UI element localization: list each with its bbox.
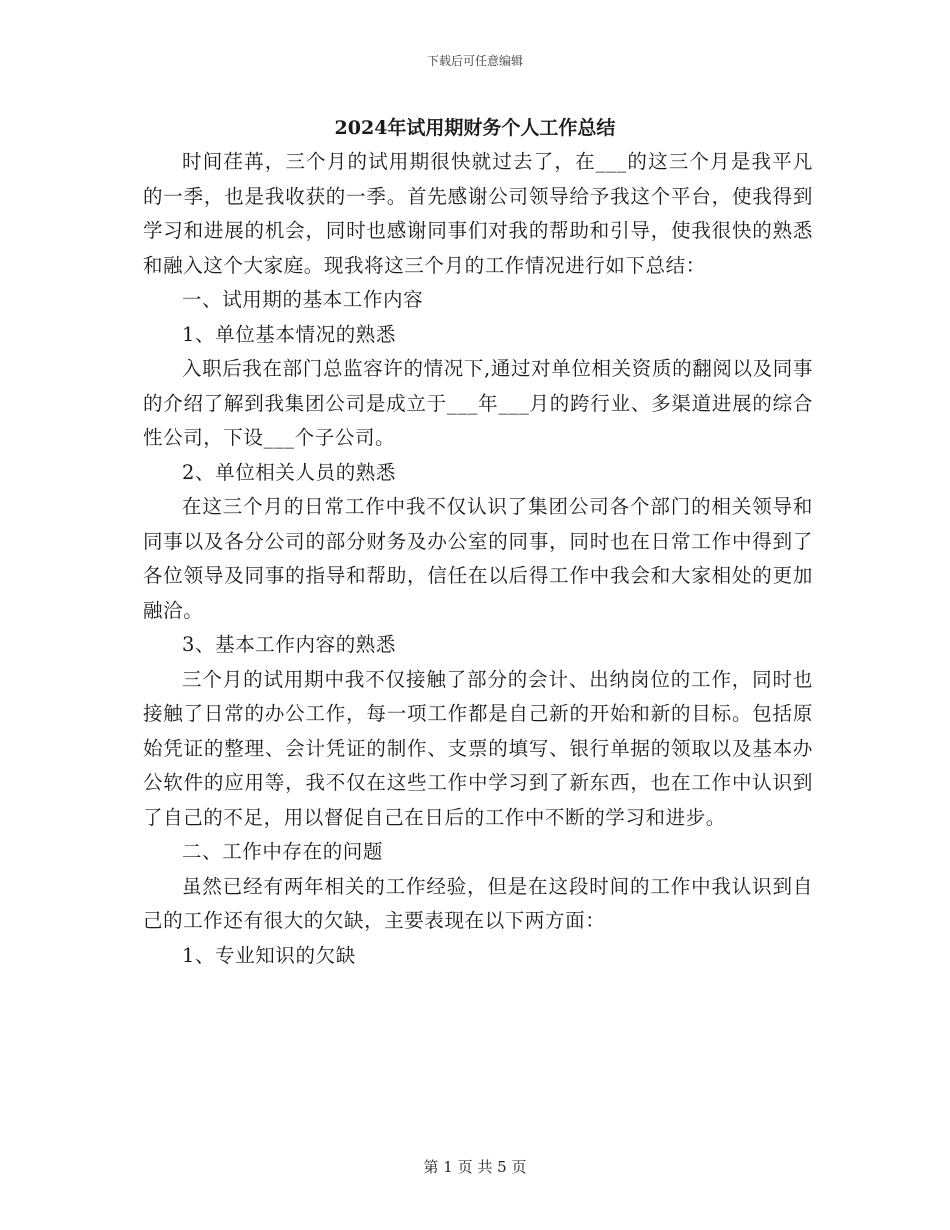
paragraph-2: 虽然已经有两年相关的工作经验，但是在这段时间的工作中我认识到自己的工作还有很大的欠缺，主要表现在以下两方面： <box>143 874 813 932</box>
subheading-1-1: 1、单位基本情况的熟悉 <box>182 322 397 346</box>
page-header-note: 下载后可任意编辑 <box>426 54 523 68</box>
document-title: 2024年试用期财务个人工作总结 <box>334 117 616 139</box>
paragraph-intro: 时间荏苒，三个月的试用期很快就过去了，在___的这三个月是我平凡的一季，也是我收获的一季。首先感谢公司领导给予我这个平台，使我得到学习和进展的机会，同时也感谢同事们对我的帮助和引导，使我很快的熟悉和融入这个大家庭。现我将这三个月的工作情况进行如下总结： <box>143 150 813 277</box>
subheading-1-2: 2、单位相关人员的熟悉 <box>182 460 397 484</box>
paragraph-1-3: 三个月的试用期中我不仅接触了部分的会计、出纳岗位的工作，同时也接触了日常的办公工作，每一项工作都是自己新的开始和新的目标。包括原始凭证的整理、会计凭证的制作、支票的填写、银行单据的领取以及基本办公软件的应用等，我不仅在这些工作中学习到了新东西，也在工作中认识到了自己的不足，用以督促自己在日后的工作中不断的学习和进步。 <box>143 667 813 829</box>
section-heading-2: 二、工作中存在的问题 <box>182 840 384 863</box>
subheading-2-1: 1、专业知识的欠缺 <box>182 943 356 967</box>
section-heading-1: 一、试用期的基本工作内容 <box>182 288 424 311</box>
paragraph-1-1: 入职后我在部门总监容许的情况下,通过对单位相关资质的翻阅以及同事的介绍了解到我集团公司是成立于___年___月的跨行业、多渠道进展的综合性公司，下设___个子公司。 <box>143 357 813 449</box>
page-number: 第 1 页 共 5 页 <box>423 1158 527 1176</box>
subheading-1-3: 3、基本工作内容的熟悉 <box>182 633 397 656</box>
document-body <box>143 145 813 973</box>
paragraph-1-2: 在这三个月的日常工作中我不仅认识了集团公司各个部门的相关领导和同事以及各分公司的部分财务及办公室的同事，同时也在日常工作中得到了各位领导及同事的指导和帮助，信任在以后得工作中我会和大家相处的更加融洽。 <box>143 495 813 622</box>
